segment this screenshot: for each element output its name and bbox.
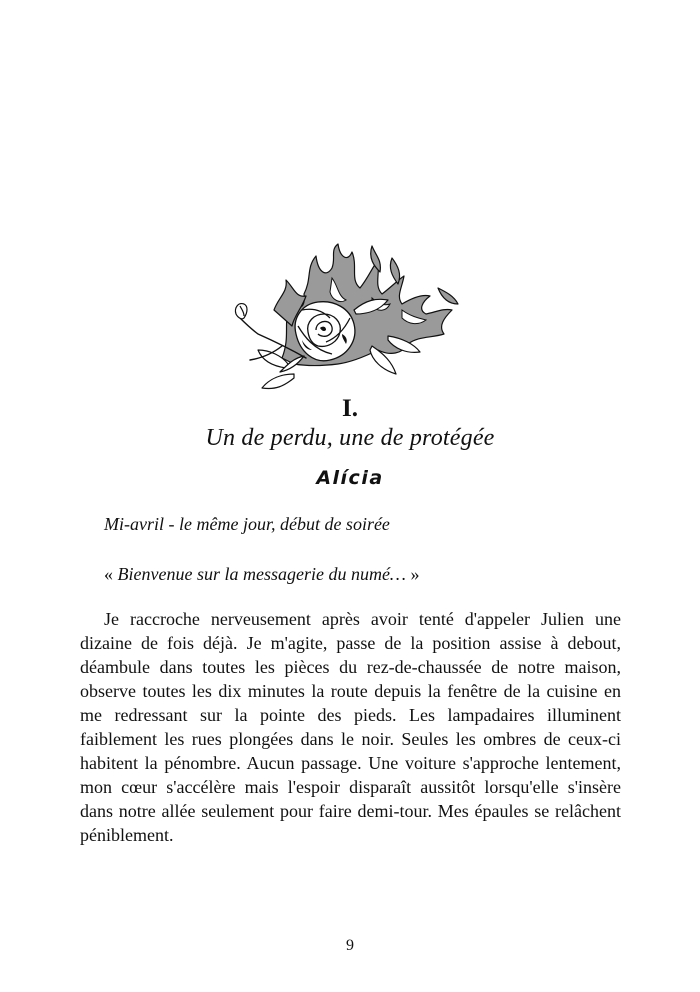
chapter-number: I. xyxy=(342,395,358,422)
paragraph-line: dizaine de fois déjà. Je m'agite, passe de la position assise à debout, xyxy=(80,633,621,653)
voicemail-text: Bienvenue sur la messagerie du numé… xyxy=(117,564,406,584)
rose-flame-ornament-icon xyxy=(222,238,468,396)
close-quote: » xyxy=(405,564,420,584)
chapter-title: Un de perdu, une de protégée xyxy=(205,425,495,451)
paragraph-line: mon cœur s'accélère mais l'espoir disparaît aussitôt lorsqu'elle s'insère xyxy=(80,777,621,797)
paragraph-line: déambule dans toutes les pièces du rez-de-chaussée de notre maison, xyxy=(80,657,621,677)
dateline: Mi-avril - le même jour, début de soirée xyxy=(104,514,390,534)
paragraph-line: habitent la pénombre. Aucun passage. Une voiture s'approche lentement, xyxy=(80,753,621,773)
paragraph-line: dans notre allée seulement pour faire demi-tour. Mes épaules se relâchent xyxy=(80,801,621,821)
voicemail-quote xyxy=(104,562,419,586)
paragraph-line: faiblement les rues plongées dans le noir. Seules les ombres de ceux-ci xyxy=(80,729,621,749)
paragraph-line: me redressant sur la pointe des pieds. Les lampadaires illuminent xyxy=(80,705,621,725)
open-quote: « xyxy=(104,564,118,584)
pov-character-name: Alícia xyxy=(316,467,384,489)
paragraph-line: Je raccroche nerveusement après avoir tenté d'appeler Julien une xyxy=(104,609,621,629)
paragraph-line: péniblement. xyxy=(80,825,174,845)
page-number: 9 xyxy=(346,937,354,954)
paragraph-line: observe toutes les dix minutes la route depuis la fenêtre de la cuisine en xyxy=(80,681,621,701)
body-paragraph xyxy=(80,607,621,847)
